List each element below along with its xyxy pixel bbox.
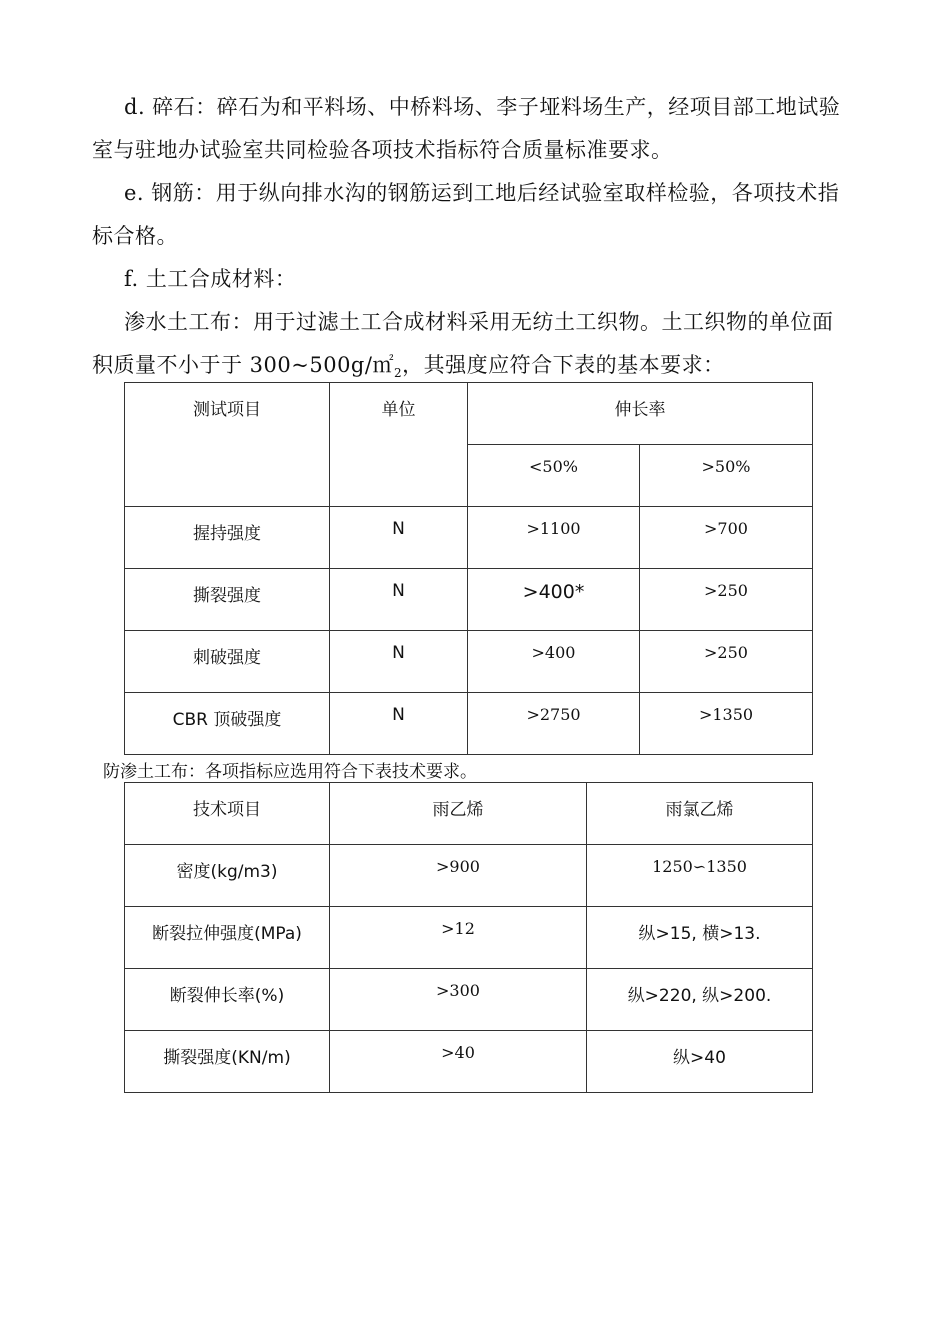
cell-value-pe: >12 [330, 907, 587, 969]
geotextile-text-part2: ，其强度应符合下表的基本要求： [402, 353, 725, 377]
cell-name: 刺破强度 [125, 631, 330, 693]
cell-value-pvc: 纵>15, 横>13. [587, 907, 813, 969]
cell-unit: N [330, 507, 468, 569]
cell-value-gt: >1350 [640, 693, 813, 755]
table-row [125, 383, 813, 445]
table-row [125, 507, 813, 569]
table-row [125, 969, 813, 1031]
header-elongation-gt-50: >50% [640, 445, 813, 507]
header-tech-item: 技术项目 [125, 783, 330, 845]
cell-value-pe: >900 [330, 845, 587, 907]
cell-value-gt: >700 [640, 507, 813, 569]
cell-name: CBR 顶破强度 [125, 693, 330, 755]
header-elongation-lt-50: <50% [468, 445, 640, 507]
paragraph-gravel: d. 碎石：碎石为和平料场、中桥料场、李子垭料场生产，经项目部工地试验室与驻地办试验室共同检验各项技术指标符合质量标准要求。 [92, 95, 841, 162]
geotextile-text-part1: 渗水土工布：用于过滤土工合成材料采用无纺土工织物。土工织物的单位面积质量不小于于 300~500g/ [92, 310, 834, 377]
cell-value-pvc: 1250∽1350 [587, 845, 813, 907]
table-row [125, 631, 813, 693]
impermeable-geotextile-table [124, 782, 813, 1093]
cell-value-lt: >1100 [468, 507, 640, 569]
cell-name: 撕裂强度 [125, 569, 330, 631]
cell-name: 断裂伸长率(%) [125, 969, 330, 1031]
unit-subscript: 2 [393, 366, 403, 381]
paragraph-geosynthetic-heading: f. 土工合成材料： [124, 267, 297, 291]
header-test-item: 测试项目 [125, 383, 330, 507]
cell-name: 握持强度 [125, 507, 330, 569]
header-polyethylene: 雨乙烯 [330, 783, 587, 845]
table-row [125, 1031, 813, 1093]
cell-value-lt: >400* [468, 569, 640, 631]
square-meter-unit: ㎡ [372, 353, 394, 377]
cell-unit: N [330, 631, 468, 693]
cell-value-pe: >300 [330, 969, 587, 1031]
header-elongation: 伸长率 [468, 383, 813, 445]
cell-value-gt: >250 [640, 569, 813, 631]
cell-value-lt: >400 [468, 631, 640, 693]
table-row [125, 569, 813, 631]
cell-value-pe: >40 [330, 1031, 587, 1093]
impermeable-geotextile-caption: 防渗土工布：各项指标应选用符合下表技术要求。 [103, 762, 477, 782]
table-row [125, 845, 813, 907]
permeable-geotextile-strength-table [124, 382, 813, 755]
header-pvc: 雨氯乙烯 [587, 783, 813, 845]
cell-value-pvc: 纵>40 [587, 1031, 813, 1093]
table-row [125, 783, 813, 845]
paragraph-rebar: e. 钢筋：用于纵向排水沟的钢筋运到工地后经试验室取样检验，各项技术指标合格。 [92, 181, 840, 248]
cell-name: 断裂拉伸强度(MPa) [125, 907, 330, 969]
cell-unit: N [330, 569, 468, 631]
cell-value-lt: >2750 [468, 693, 640, 755]
table-row [125, 693, 813, 755]
table-row [125, 907, 813, 969]
cell-value-gt: >250 [640, 631, 813, 693]
cell-unit: N [330, 693, 468, 755]
cell-name: 撕裂强度(KN/m) [125, 1031, 330, 1093]
cell-name: 密度(kg/m3) [125, 845, 330, 907]
cell-value-pvc: 纵>220, 纵>200. [587, 969, 813, 1031]
header-unit: 单位 [330, 383, 468, 507]
